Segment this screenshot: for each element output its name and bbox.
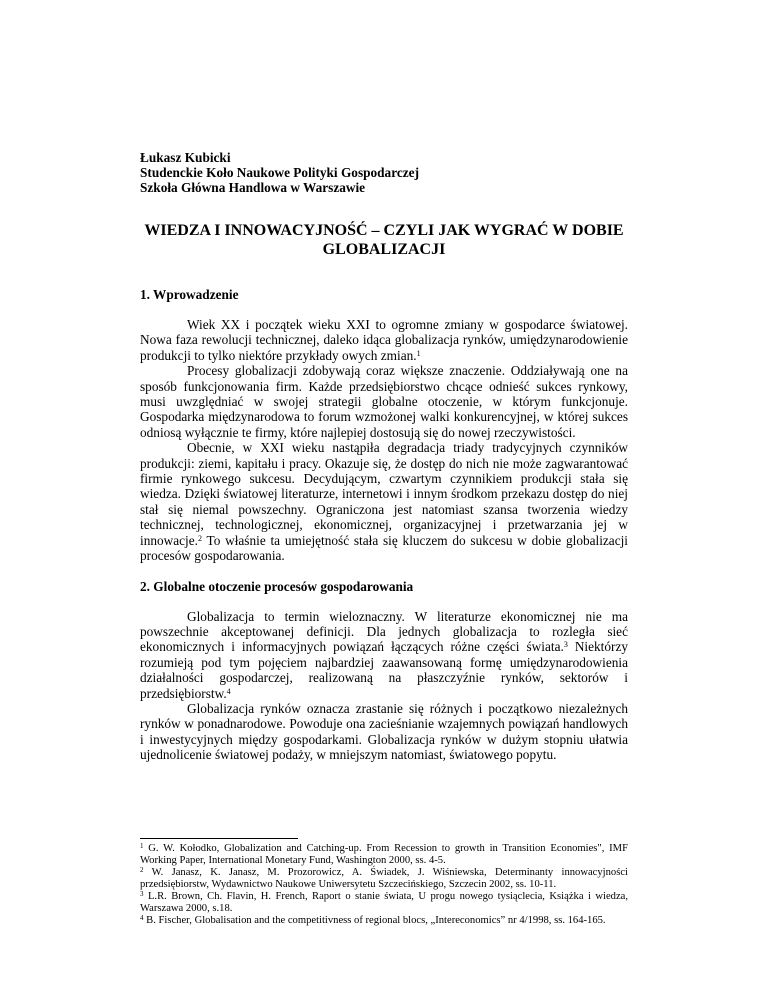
footnote-ref[interactable]: 2 xyxy=(197,533,202,543)
document-title: WIEDZA I INNOWACYJNOŚĆ – CZYLI JAK WYGRAĆ W DOBIE GLOBALIZACJI xyxy=(144,222,624,258)
paragraph-text: To właśnie ta umiejętność stała się kluczem do sukcesu w dobie globalizacji procesów gospodarowania. xyxy=(140,532,628,564)
footnotes xyxy=(140,838,628,927)
footnote-item xyxy=(140,915,628,927)
paragraph-text: Obecnie, w XXI wieku nastąpiła degradacja triady tradycyjnych czynników produkcji: ziemi, kapitału i pracy. Okazuje się, że dostęp do nich nie może zagwarantować firmie rynkowego sukcesu. Decydującym, czwartym czynnikiem produkcji stała się wiedza. Dzięki światowej literaturze, internetowi i innym środkom przekazu dostęp do niej stał się niemal powszechny. Ograniczona jest natomiast szansa tworzenia wiedzy technicznej, technologicznej, ekonomicznej, organizacyjnej i przetwarzania jej w innowacje. xyxy=(140,440,628,548)
footnote-ref[interactable]: 4 xyxy=(226,686,231,696)
footnote-item xyxy=(140,843,628,867)
paragraph xyxy=(140,440,628,563)
footnote-ref[interactable]: 3 xyxy=(563,640,568,650)
author-organization: Studenckie Koło Naukowe Polityki Gospodarczej xyxy=(140,165,420,180)
paragraph-text: Wiek XX i początek wieku XXI to ogromne zmiany w gospodarce światowej. Nowa faza rewolucji technicznej, daleko idąca globalizacja rynków, umiędzynarodowienie produkcji to tylko niektóre przykłady owych zmian. xyxy=(140,317,628,363)
paragraph xyxy=(140,701,628,763)
footnote-number: 3 xyxy=(140,890,144,898)
paragraph-text: Procesy globalizacji zdobywają coraz większe znaczenie. Oddziaływają one na sposób funkcjonowania firm. Każde przedsiębiorstwo chcące odnieść sukces rynkowy, musi uwzględniać w swojej strategii globalne otoczenie, w którym funkcjonuje. Gospodarka międzynarodowa to forum wzmożonej walki konkurencyjnej, w której sukces odniosą wyłącznie te firmy, które najlepiej dostosują się do nowej rzeczywistości. xyxy=(140,363,628,440)
footnote-text: G. W. Kołodko, Globalization and Catching-up. From Recession to growth in Transition Economies", IMF Working Paper, International Monetary Fund, Washington 2000, ss. 4-5. xyxy=(140,843,628,866)
paragraph-text: Globalizacja to termin wieloznaczny. W literaturze ekonomicznej nie ma powszechnie akceptowanej definicji. Dla jednych globalizacja to rozległa sieć ekonomicznych i informacyjnych powiązań łączących różne części świata. xyxy=(140,608,628,655)
footnote-item xyxy=(140,891,628,915)
footnote-divider xyxy=(140,838,298,839)
footnote-item xyxy=(140,867,628,891)
section-heading-1: 1. Wprowadzenie xyxy=(140,287,239,302)
author-block xyxy=(140,150,628,195)
paragraph xyxy=(140,317,628,363)
footnote-number: 4 xyxy=(140,914,144,922)
footnote-number: 2 xyxy=(140,866,144,874)
paragraph xyxy=(140,363,628,440)
document-page xyxy=(140,150,628,763)
footnote-text: B. Fischer, Globalisation and the competitivness of regional blocs, „Intereconomics” nr 4/1998, ss. 164-165. xyxy=(146,915,606,926)
footnote-text: W. Janasz, K. Janasz, M. Prozorowicz, A. Świadek, J. Wiśniewska, Determinanty innowacyjności przedsiębiorstw, Wydawnictwo Naukowe Uniwersytetu Szczecińskiego, Szczecin 2002, ss. 10-11. xyxy=(140,867,628,890)
author-name: Łukasz Kubicki xyxy=(140,150,231,165)
paragraph-text: Globalizacja rynków oznacza zrastanie się różnych i początkowo niezależnych rynków w ponadnarodowe. Powoduje ona zacieśnianie wzajemnych powiązań handlowych i inwestycyjnych między gospodarkami. Globalizacja rynków w dużym stopniu ułatwia ujednolicenie światowej podaży, w mniejszym natomiast, światowego popytu. xyxy=(140,700,628,763)
author-school: Szkoła Główna Handlowa w Warszawie xyxy=(140,180,366,195)
section-heading-2: 2. Globalne otoczenie procesów gospodarowania xyxy=(140,578,414,594)
paragraph xyxy=(140,609,628,701)
footnote-text: L.R. Brown, Ch. Flavin, H. French, Raport o stanie świata, U progu nowego tysiąclecia, Książka i wiedza, Warszawa 2000, s.18. xyxy=(140,891,628,914)
footnote-number: 1 xyxy=(140,842,144,850)
footnote-ref[interactable]: 1 xyxy=(416,348,421,358)
paragraph-text: Niektórzy rozumieją pod tym pojęciem najbardziej zaawansowaną formę umiędzynarodowienia działalności gospodarczej, realizowaną na płaszczyźnie rynków, sektorów i przedsiębiorstw. xyxy=(140,639,628,701)
